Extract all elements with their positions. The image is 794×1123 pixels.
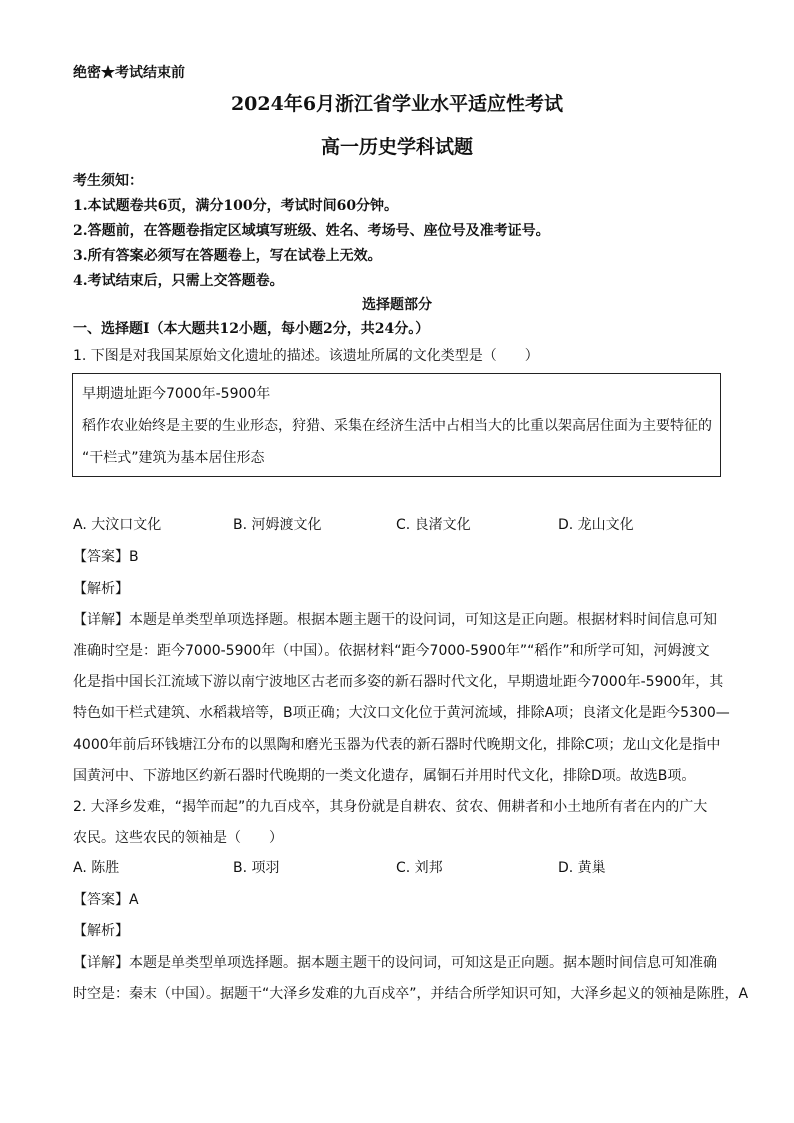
question-2-stem-line: 2. 大泽乡发难，“揭竿而起”的九百戍卒，其身份就是自耕农、贫农、佣耕者和小土地所有者在内的广大	[73, 799, 708, 815]
question-1-detail-line: 国黄河中、下游地区约新石器时代晚期的一类文化遗存，属铜石并用时代文化，排除D项。故选B项。	[73, 768, 696, 784]
question-2-option-c: C. 刘邦	[396, 860, 443, 876]
question-1-detail-line: 准确时空是：距今7000-5900年（中国）。依据材料“距今7000-5900年”“稻作”和所学可知，河姆渡文	[73, 643, 710, 659]
question-1-option-d: D. 龙山文化	[558, 517, 634, 533]
question-2-detail-line: 【详解】本题是单类型单项选择题。据本题主题干的设问词，可知这是正向题。据本题时间信息可知准确	[73, 955, 717, 971]
notice-item: 4.考试结束后，只需上交答题卷。	[73, 273, 284, 289]
question-1-option-b: B. 河姆渡文化	[233, 517, 322, 533]
question-1-detail-line: 化是指中国长江流域下游以南宁波地区古老而多姿的新石器时代文化，早期遗址距今7000年-5900年，其	[73, 674, 724, 690]
notice-item: 3.所有答案必须写在答题卷上，写在试卷上无效。	[73, 248, 382, 264]
exam-subtitle: 高一历史学科试题	[320, 136, 473, 158]
question-1-detail-line: 特色如干栏式建筑、水稻栽培等，B项正确；大汶口文化位于黄河流域，排除A项；良渚文化是距今5300—	[73, 705, 730, 721]
material-line: 稻作农业始终是主要的生业形态，狩猎、采集在经济生活中占相当大的比重以架高居住面为主要特征的	[82, 418, 712, 434]
material-line: “干栏式”建筑为基本居住形态	[82, 450, 265, 466]
notice-heading: 考生须知：	[73, 173, 143, 189]
exam-title: 2024年6月浙江省学业水平适应性考试	[230, 93, 564, 115]
question-1-option-a: A. 大汶口文化	[73, 517, 162, 533]
question-1-material-box	[72, 373, 721, 477]
question-1-detail-line: 4000年前后环钱塘江分布的以黑陶和磨光玉器为代表的新石器时代晚期文化，排除C项；龙山文化是指中	[73, 737, 721, 753]
question-1-analysis-label: 【解析】	[73, 581, 129, 597]
section-part-title: 选择题部分	[362, 297, 432, 313]
confidential-mark: 绝密★考试结束前	[73, 65, 185, 81]
question-2-answer: 【答案】A	[73, 892, 139, 908]
question-2-option-b: B. 项羽	[233, 860, 280, 876]
question-2-detail-line: 时空是：秦末（中国）。据题干“大泽乡发难的九百戍卒”，并结合所学知识可知，大泽乡起义的领袖是陈胜，A	[73, 986, 749, 1002]
question-1-stem: 1. 下图是对我国某原始文化遗址的描述。该遗址所属的文化类型是（ ）	[73, 348, 539, 364]
question-1-detail-line: 【详解】本题是单类型单项选择题。根据本题主题干的设问词，可知这是正向题。根据材料时间信息可知	[73, 612, 717, 628]
question-2-analysis-label: 【解析】	[73, 923, 129, 939]
question-1-option-c: C. 良渚文化	[396, 517, 471, 533]
section-heading: 一、选择题Ⅰ（本大题共12小题，每小题2分，共24分。）	[73, 321, 430, 337]
notice-item: 2.答题前，在答题卷指定区域填写班级、姓名、考场号、座位号及准考证号。	[73, 223, 550, 239]
material-line: 早期遗址距今7000年-5900年	[82, 386, 271, 402]
question-2-stem-line: 农民。这些农民的领袖是（ ）	[73, 830, 283, 846]
question-2-option-a: A. 陈胜	[73, 860, 120, 876]
notice-item: 1.本试题卷共6页，满分100分，考试时间60分钟。	[73, 198, 399, 214]
question-1-answer: 【答案】B	[73, 549, 139, 565]
question-2-option-d: D. 黄巢	[558, 860, 606, 876]
